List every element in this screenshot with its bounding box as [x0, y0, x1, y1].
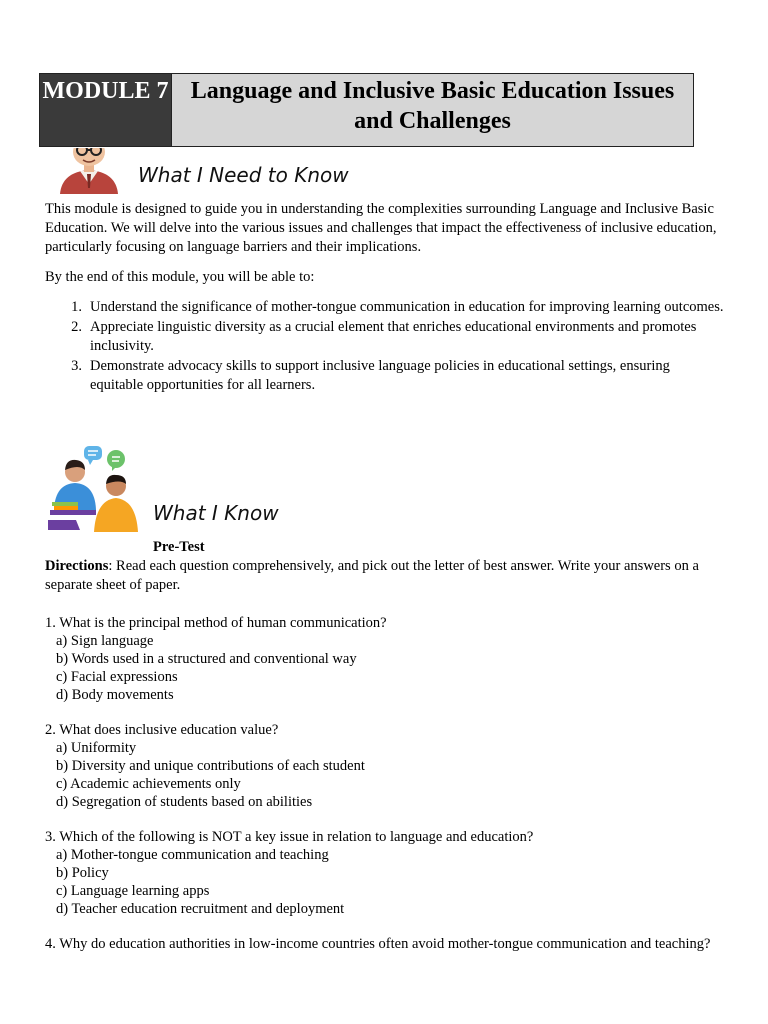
teacher-avatar-icon — [54, 148, 124, 194]
objective-text: Understand the significance of mother-tongue communication in education for improving learning outcomes. — [90, 299, 724, 315]
objective-number: 2. — [71, 319, 82, 335]
objective-item — [45, 318, 725, 356]
pretest-label: Pre-Test — [153, 539, 205, 555]
question-item — [45, 721, 725, 811]
answer-option: d) Teacher education recruitment and deployment — [56, 901, 345, 917]
answer-option: b) Diversity and unique contributions of each student — [56, 758, 365, 774]
answer-option: c) Academic achievements only — [56, 776, 241, 792]
answer-option: c) Facial expressions — [56, 669, 178, 685]
module-title: Language and Inclusive Basic Education Issues and Challenges — [171, 74, 693, 146]
question-item — [45, 614, 725, 704]
answer-option: a) Sign language — [56, 633, 154, 649]
question-item — [45, 935, 725, 953]
answer-option: b) Policy — [56, 865, 109, 881]
discussion-illustration-icon — [46, 444, 142, 536]
directions-label: Directions — [45, 558, 109, 574]
directions-paragraph — [45, 557, 725, 595]
objective-number: 1. — [71, 299, 82, 315]
question-stem: 3. Which of the following is NOT a key issue in relation to language and education? — [45, 829, 534, 845]
what-i-know-heading: What I Know — [153, 501, 279, 525]
directions-text: : Read each question comprehensively, and pick out the letter of best answer. Write your answers on a separate sheet of paper. — [45, 558, 699, 593]
question-item — [45, 828, 725, 918]
objective-item — [45, 298, 725, 317]
question-stem: 1. What is the principal method of human communication? — [45, 615, 387, 631]
answer-option: b) Words used in a structured and conventional way — [56, 651, 357, 667]
answer-option: d) Segregation of students based on abilities — [56, 794, 313, 810]
answer-option: a) Mother-tongue communication and teaching — [56, 847, 329, 863]
objective-text: Demonstrate advocacy skills to support inclusive language policies in educational settings, ensuring equitable opportunities for all learners. — [90, 358, 670, 393]
answer-option: c) Language learning apps — [56, 883, 210, 899]
objective-text: Appreciate linguistic diversity as a crucial element that enriches educational environments and promotes inclusivity. — [90, 319, 697, 354]
objectives-list — [45, 298, 725, 396]
objective-item — [45, 357, 725, 395]
module-intro-paragraph: This module is designed to guide you in understanding the complexities surrounding Language and Inclusive Basic Education. We will delve into the various issues and challenges that impact the effectiveness of inclusive education, particularly focusing on language barriers and their implications. — [45, 201, 717, 255]
what-i-need-to-know-heading: What I Need to Know — [138, 163, 349, 187]
objective-number: 3. — [71, 358, 82, 374]
answer-option: a) Uniformity — [56, 740, 137, 756]
question-stem: 2. What does inclusive education value? — [45, 722, 279, 738]
answer-option: d) Body movements — [56, 687, 174, 703]
module-header — [39, 73, 694, 147]
question-stem: 4. Why do education authorities in low-income countries often avoid mother-tongue communication and teaching? — [45, 936, 711, 952]
module-label: MODULE 7 — [40, 74, 171, 146]
objectives-lead-in: By the end of this module, you will be able to: — [45, 269, 315, 285]
